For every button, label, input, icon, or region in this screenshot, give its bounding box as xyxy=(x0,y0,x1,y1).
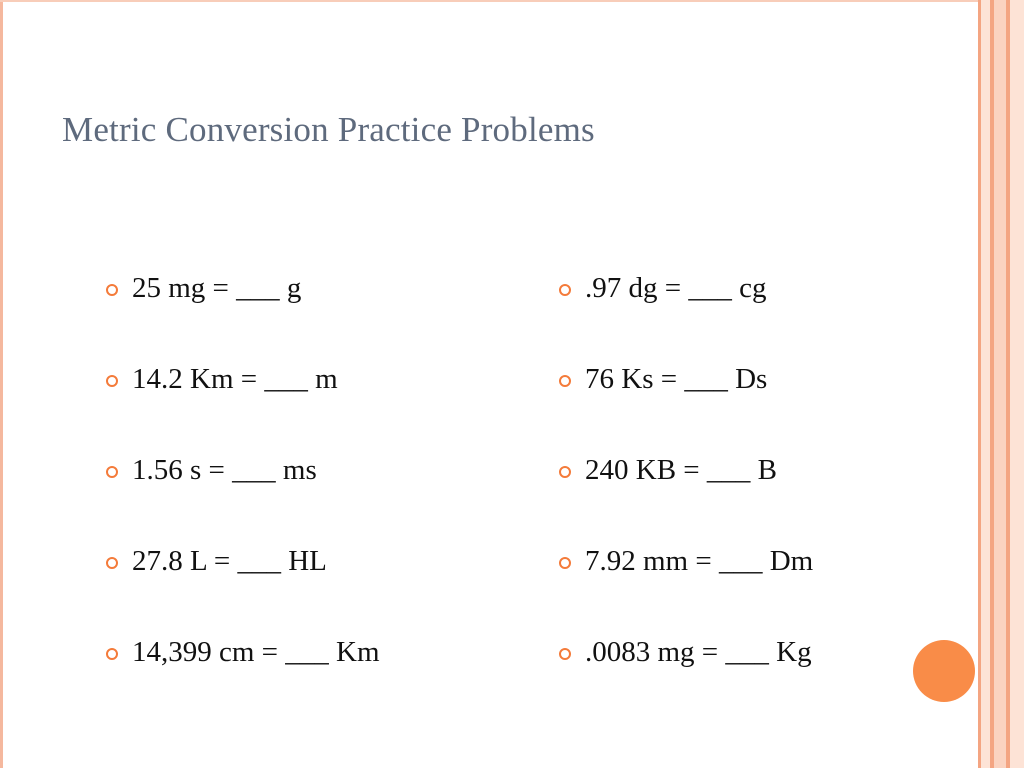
problem-text: 14,399 cm = ___ Km xyxy=(132,636,380,668)
problem-list-right xyxy=(559,270,813,725)
bullet-circle-icon xyxy=(559,648,571,660)
problem-text: .97 dg = ___ cg xyxy=(585,272,767,304)
problem-item xyxy=(559,452,813,543)
bullet-circle-icon xyxy=(106,557,118,569)
problem-text: 14.2 Km = ___ m xyxy=(132,363,338,395)
problem-text: 27.8 L = ___ HL xyxy=(132,545,327,577)
problem-item xyxy=(106,452,380,543)
bullet-circle-icon xyxy=(106,284,118,296)
bullet-circle-icon xyxy=(559,557,571,569)
bullet-circle-icon xyxy=(106,375,118,387)
problem-list-left xyxy=(106,270,380,725)
problem-text: 240 KB = ___ B xyxy=(585,454,777,486)
problem-text: 7.92 mm = ___ Dm xyxy=(585,545,814,577)
problem-item xyxy=(106,270,380,361)
left-border-line xyxy=(0,0,3,768)
problem-item xyxy=(106,361,380,452)
bullet-circle-icon xyxy=(559,466,571,478)
top-border-line xyxy=(0,0,980,2)
slide-title: Metric Conversion Practice Problems xyxy=(62,110,595,149)
problem-item xyxy=(559,361,813,452)
right-stripe xyxy=(994,0,1006,768)
bullet-circle-icon xyxy=(106,648,118,660)
problem-item xyxy=(106,634,380,725)
problem-text: 76 Ks = ___ Ds xyxy=(585,363,768,395)
problem-item xyxy=(559,634,813,725)
bullet-circle-icon xyxy=(559,284,571,296)
problem-item xyxy=(559,270,813,361)
problem-text: 25 mg = ___ g xyxy=(132,272,302,304)
problem-item xyxy=(106,543,380,634)
right-stripe xyxy=(1010,0,1024,768)
bullet-circle-icon xyxy=(106,466,118,478)
problem-text: .0083 mg = ___ Kg xyxy=(585,636,812,668)
decorative-circle-icon xyxy=(913,640,975,702)
right-stripe xyxy=(981,0,990,768)
problem-text: 1.56 s = ___ ms xyxy=(132,454,317,486)
bullet-circle-icon xyxy=(559,375,571,387)
problem-item xyxy=(559,543,813,634)
